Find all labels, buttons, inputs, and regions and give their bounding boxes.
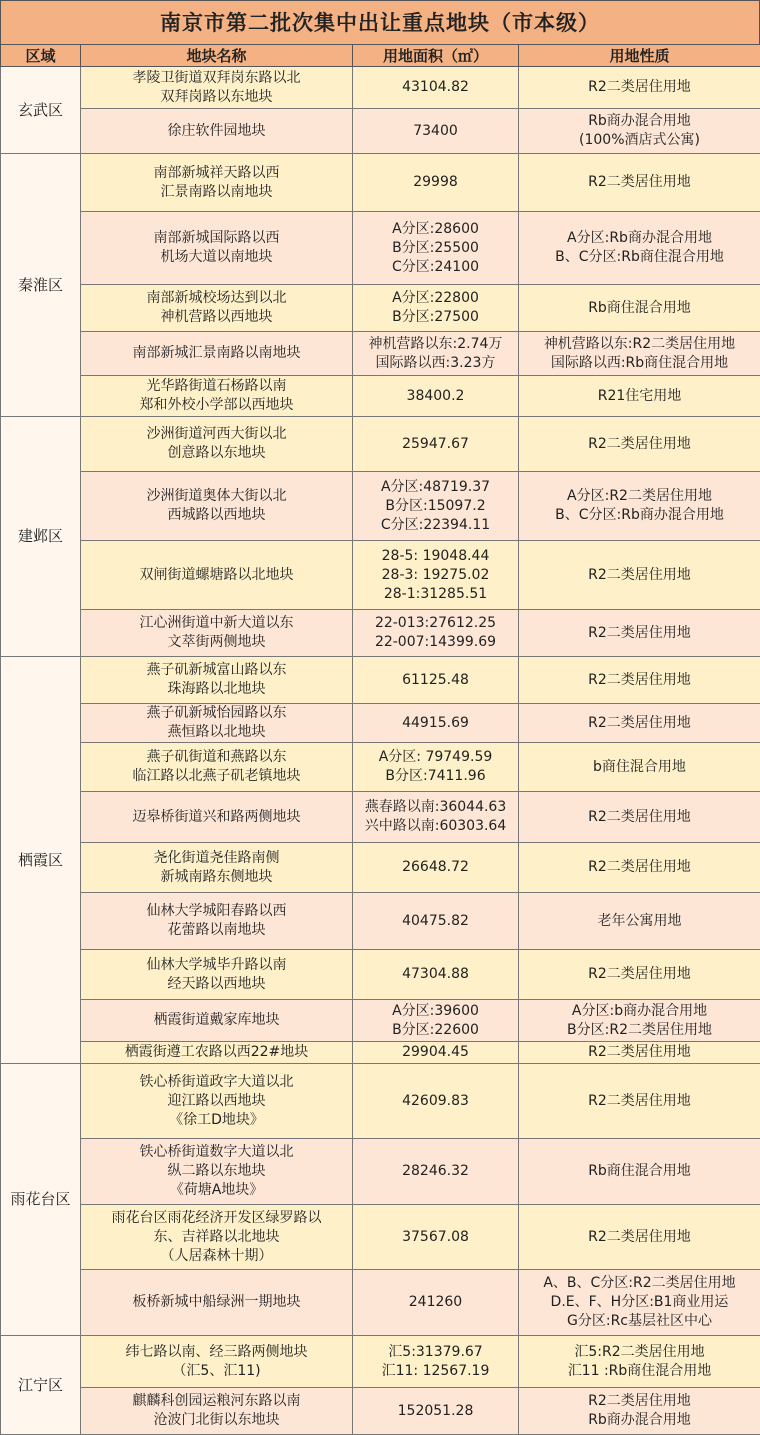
parcel-area-cell: 61125.48 <box>353 657 519 704</box>
header-district: 区域 <box>1 45 81 67</box>
header-row <box>1 45 760 67</box>
parcel-name-cell: 纬七路以南、经三路两侧地块 （汇5、汇11) <box>81 1336 353 1388</box>
table-row <box>1 541 760 610</box>
table-row <box>1 67 760 109</box>
table-row <box>1 472 760 541</box>
parcel-name-cell: 雨花台区雨花经济开发区绿罗路以 东、吉祥路以北地块 （人居森林十期） <box>81 1205 353 1270</box>
parcel-use-cell: R2二类居住用地 <box>519 417 760 472</box>
table-row <box>1 285 760 332</box>
table-row <box>1 657 760 704</box>
parcel-name-cell: 南部新城校场达到以北 神机营路以西地块 <box>81 285 353 332</box>
table-row <box>1 704 760 743</box>
parcel-area-cell: 44915.69 <box>353 704 519 743</box>
parcel-area-cell: 37567.08 <box>353 1205 519 1270</box>
table-row <box>1 1205 760 1270</box>
table-row <box>1 950 760 1000</box>
parcel-area-cell: 47304.88 <box>353 950 519 1000</box>
parcel-name-cell: 尧化街道尧佳路南侧 新城南路东侧地块 <box>81 843 353 893</box>
parcel-use-cell: R21住宅用地 <box>519 376 760 417</box>
header-use: 用地性质 <box>519 45 760 67</box>
sheet-title: 南京市第二批次集中出让重点地块（市本级） <box>0 0 760 44</box>
table-row <box>1 154 760 212</box>
parcel-area-cell: A分区: 79749.59 B分区:7411.96 <box>353 743 519 792</box>
parcel-use-cell: R2二类居住用地 <box>519 541 760 610</box>
parcel-area-cell: 73400 <box>353 109 519 154</box>
table-row <box>1 1270 760 1336</box>
table-row <box>1 1388 760 1435</box>
district-cell: 江宁区 <box>1 1336 81 1435</box>
parcel-area-cell: A分区:28600 B分区:25500 C分区:24100 <box>353 212 519 285</box>
table-row <box>1 1042 760 1064</box>
parcel-area-cell: 241260 <box>353 1270 519 1336</box>
parcel-area-cell: 29904.45 <box>353 1042 519 1064</box>
district-cell: 秦淮区 <box>1 154 81 417</box>
table-row <box>1 843 760 893</box>
parcel-use-cell: Rb商办混合用地 (100%酒店式公寓) <box>519 109 760 154</box>
parcel-name-cell: 铁心桥街道数字大道以北 纵二路以东地块 《荷塘A地块》 <box>81 1139 353 1205</box>
parcel-area-cell: 22-013:27612.25 22-007:14399.69 <box>353 610 519 657</box>
parcel-name-cell: 仙林大学城毕升路以南 经天路以西地块 <box>81 950 353 1000</box>
parcel-use-cell: R2二类居住用地 <box>519 610 760 657</box>
table-row <box>1 1336 760 1388</box>
parcel-use-cell: R2二类居住用地 <box>519 67 760 109</box>
parcel-name-cell: 燕子矶街道和燕路以东 临江路以北燕子矶老镇地块 <box>81 743 353 792</box>
parcel-use-cell: 神机营路以东:R2二类居住用地 国际路以西:Rb商住混合用地 <box>519 332 760 376</box>
district-cell: 雨花台区 <box>1 1064 81 1336</box>
parcel-name-cell: 麒麟科创园运粮河东路以南 沧波门北街以东地块 <box>81 1388 353 1435</box>
parcel-use-cell: A、B、C分区:R2二类居住用地 D.E、F、H分区:B1商业用运 G分区:Rc基层社区中心 <box>519 1270 760 1336</box>
parcel-name-cell: 板桥新城中船绿洲一期地块 <box>81 1270 353 1336</box>
parcel-area-cell: 26648.72 <box>353 843 519 893</box>
parcel-name-cell: 迈皋桥街道兴和路两侧地块 <box>81 792 353 843</box>
parcel-name-cell: 沙洲街道奥体大街以北 西城路以西地块 <box>81 472 353 541</box>
table-row <box>1 893 760 950</box>
parcel-name-cell: 燕子矶新城富山路以东 珠海路以北地块 <box>81 657 353 704</box>
parcel-area-cell: 29998 <box>353 154 519 212</box>
district-cell: 玄武区 <box>1 67 81 154</box>
parcel-area-cell: 燕春路以南:36044.63 兴中路以南:60303.64 <box>353 792 519 843</box>
parcel-name-cell: 铁心桥街道政字大道以北 迎江路以西地块 《徐工D地块》 <box>81 1064 353 1139</box>
table-row <box>1 792 760 843</box>
parcel-area-cell: 43104.82 <box>353 67 519 109</box>
table-row <box>1 610 760 657</box>
parcel-name-cell: 徐庄软件园地块 <box>81 109 353 154</box>
header-name: 地块名称 <box>81 45 353 67</box>
parcel-area-cell: A分区:48719.37 B分区:15097.2 C分区:22394.11 <box>353 472 519 541</box>
parcel-name-cell: 南部新城汇景南路以南地块 <box>81 332 353 376</box>
parcel-name-cell: 南部新城祥天路以西 汇景南路以南地块 <box>81 154 353 212</box>
parcel-use-cell: R2二类居住用地 <box>519 1064 760 1139</box>
parcel-use-cell: Rb商住混合用地 <box>519 285 760 332</box>
parcel-area-cell: 28-5: 19048.44 28-3: 19275.02 28-1:31285.51 <box>353 541 519 610</box>
header-area: 用地面积（㎡） <box>353 45 519 67</box>
parcel-area-cell: A分区:39600 B分区:22600 <box>353 1000 519 1042</box>
parcel-name-cell: 燕子矶新城怡园路以东 燕恒路以北地块 <box>81 704 353 743</box>
parcel-use-cell: A分区:Rb商办混合用地 B、C分区:Rb商住混合用地 <box>519 212 760 285</box>
parcel-table <box>0 44 760 1435</box>
parcel-use-cell: R2二类居住用地 <box>519 704 760 743</box>
parcel-area-cell: 25947.67 <box>353 417 519 472</box>
parcel-area-cell: 152051.28 <box>353 1388 519 1435</box>
parcel-name-cell: 沙洲街道河西大街以北 创意路以东地块 <box>81 417 353 472</box>
table-row <box>1 332 760 376</box>
table-row <box>1 1064 760 1139</box>
parcel-area-cell: 28246.32 <box>353 1139 519 1205</box>
parcel-use-cell: R2二类居住用地 <box>519 154 760 212</box>
parcel-table-body <box>1 67 760 1435</box>
parcel-name-cell: 仙林大学城阳春路以西 花蕾路以南地块 <box>81 893 353 950</box>
parcel-use-cell: Rb商住混合用地 <box>519 1139 760 1205</box>
parcel-area-cell: 神机营路以东:2.74万 国际路以西:3.23方 <box>353 332 519 376</box>
parcel-use-cell: A分区:b商办混合用地 B分区:R2二类居住用地 <box>519 1000 760 1042</box>
table-row <box>1 417 760 472</box>
table-row <box>1 1139 760 1205</box>
parcel-use-cell: R2二类居住用地 <box>519 1042 760 1064</box>
parcel-use-cell: R2二类居住用地 <box>519 657 760 704</box>
parcel-area-cell: 汇5:31379.67 汇11: 12567.19 <box>353 1336 519 1388</box>
parcel-use-cell: R2二类居住用地 <box>519 1205 760 1270</box>
parcel-area-cell: 42609.83 <box>353 1064 519 1139</box>
parcel-use-cell: A分区:R2二类居住用地 B、C分区:Rb商办混合用地 <box>519 472 760 541</box>
parcel-use-cell: 汇5:R2二类居住用地 汇11 :Rb商住混合用地 <box>519 1336 760 1388</box>
table-row <box>1 212 760 285</box>
district-cell: 栖霞区 <box>1 657 81 1064</box>
parcel-name-cell: 孝陵卫街道双拜岗东路以北 双拜岗路以东地块 <box>81 67 353 109</box>
parcel-name-cell: 双闸街道螺塘路以北地块 <box>81 541 353 610</box>
table-row <box>1 376 760 417</box>
parcel-use-cell: 老年公寓用地 <box>519 893 760 950</box>
parcel-name-cell: 江心洲街道中新大道以东 文萃街两侧地块 <box>81 610 353 657</box>
table-row <box>1 743 760 792</box>
parcel-area-cell: A分区:22800 B分区:27500 <box>353 285 519 332</box>
table-row <box>1 109 760 154</box>
parcel-name-cell: 光华路街道石杨路以南 郑和外校小学部以西地块 <box>81 376 353 417</box>
parcel-use-cell: R2二类居住用地 <box>519 792 760 843</box>
parcel-name-cell: 栖霞街遵工农路以西22#地块 <box>81 1042 353 1064</box>
district-cell: 建邺区 <box>1 417 81 657</box>
parcel-use-cell: R2二类居住用地 <box>519 950 760 1000</box>
parcel-name-cell: 栖霞街道戴家库地块 <box>81 1000 353 1042</box>
parcel-use-cell: R2二类居住用地 Rb商办混合用地 <box>519 1388 760 1435</box>
parcel-area-cell: 40475.82 <box>353 893 519 950</box>
parcel-use-cell: R2二类居住用地 <box>519 843 760 893</box>
parcel-area-cell: 38400.2 <box>353 376 519 417</box>
parcel-use-cell: b商住混合用地 <box>519 743 760 792</box>
parcel-name-cell: 南部新城国际路以西 机场大道以南地块 <box>81 212 353 285</box>
table-row <box>1 1000 760 1042</box>
